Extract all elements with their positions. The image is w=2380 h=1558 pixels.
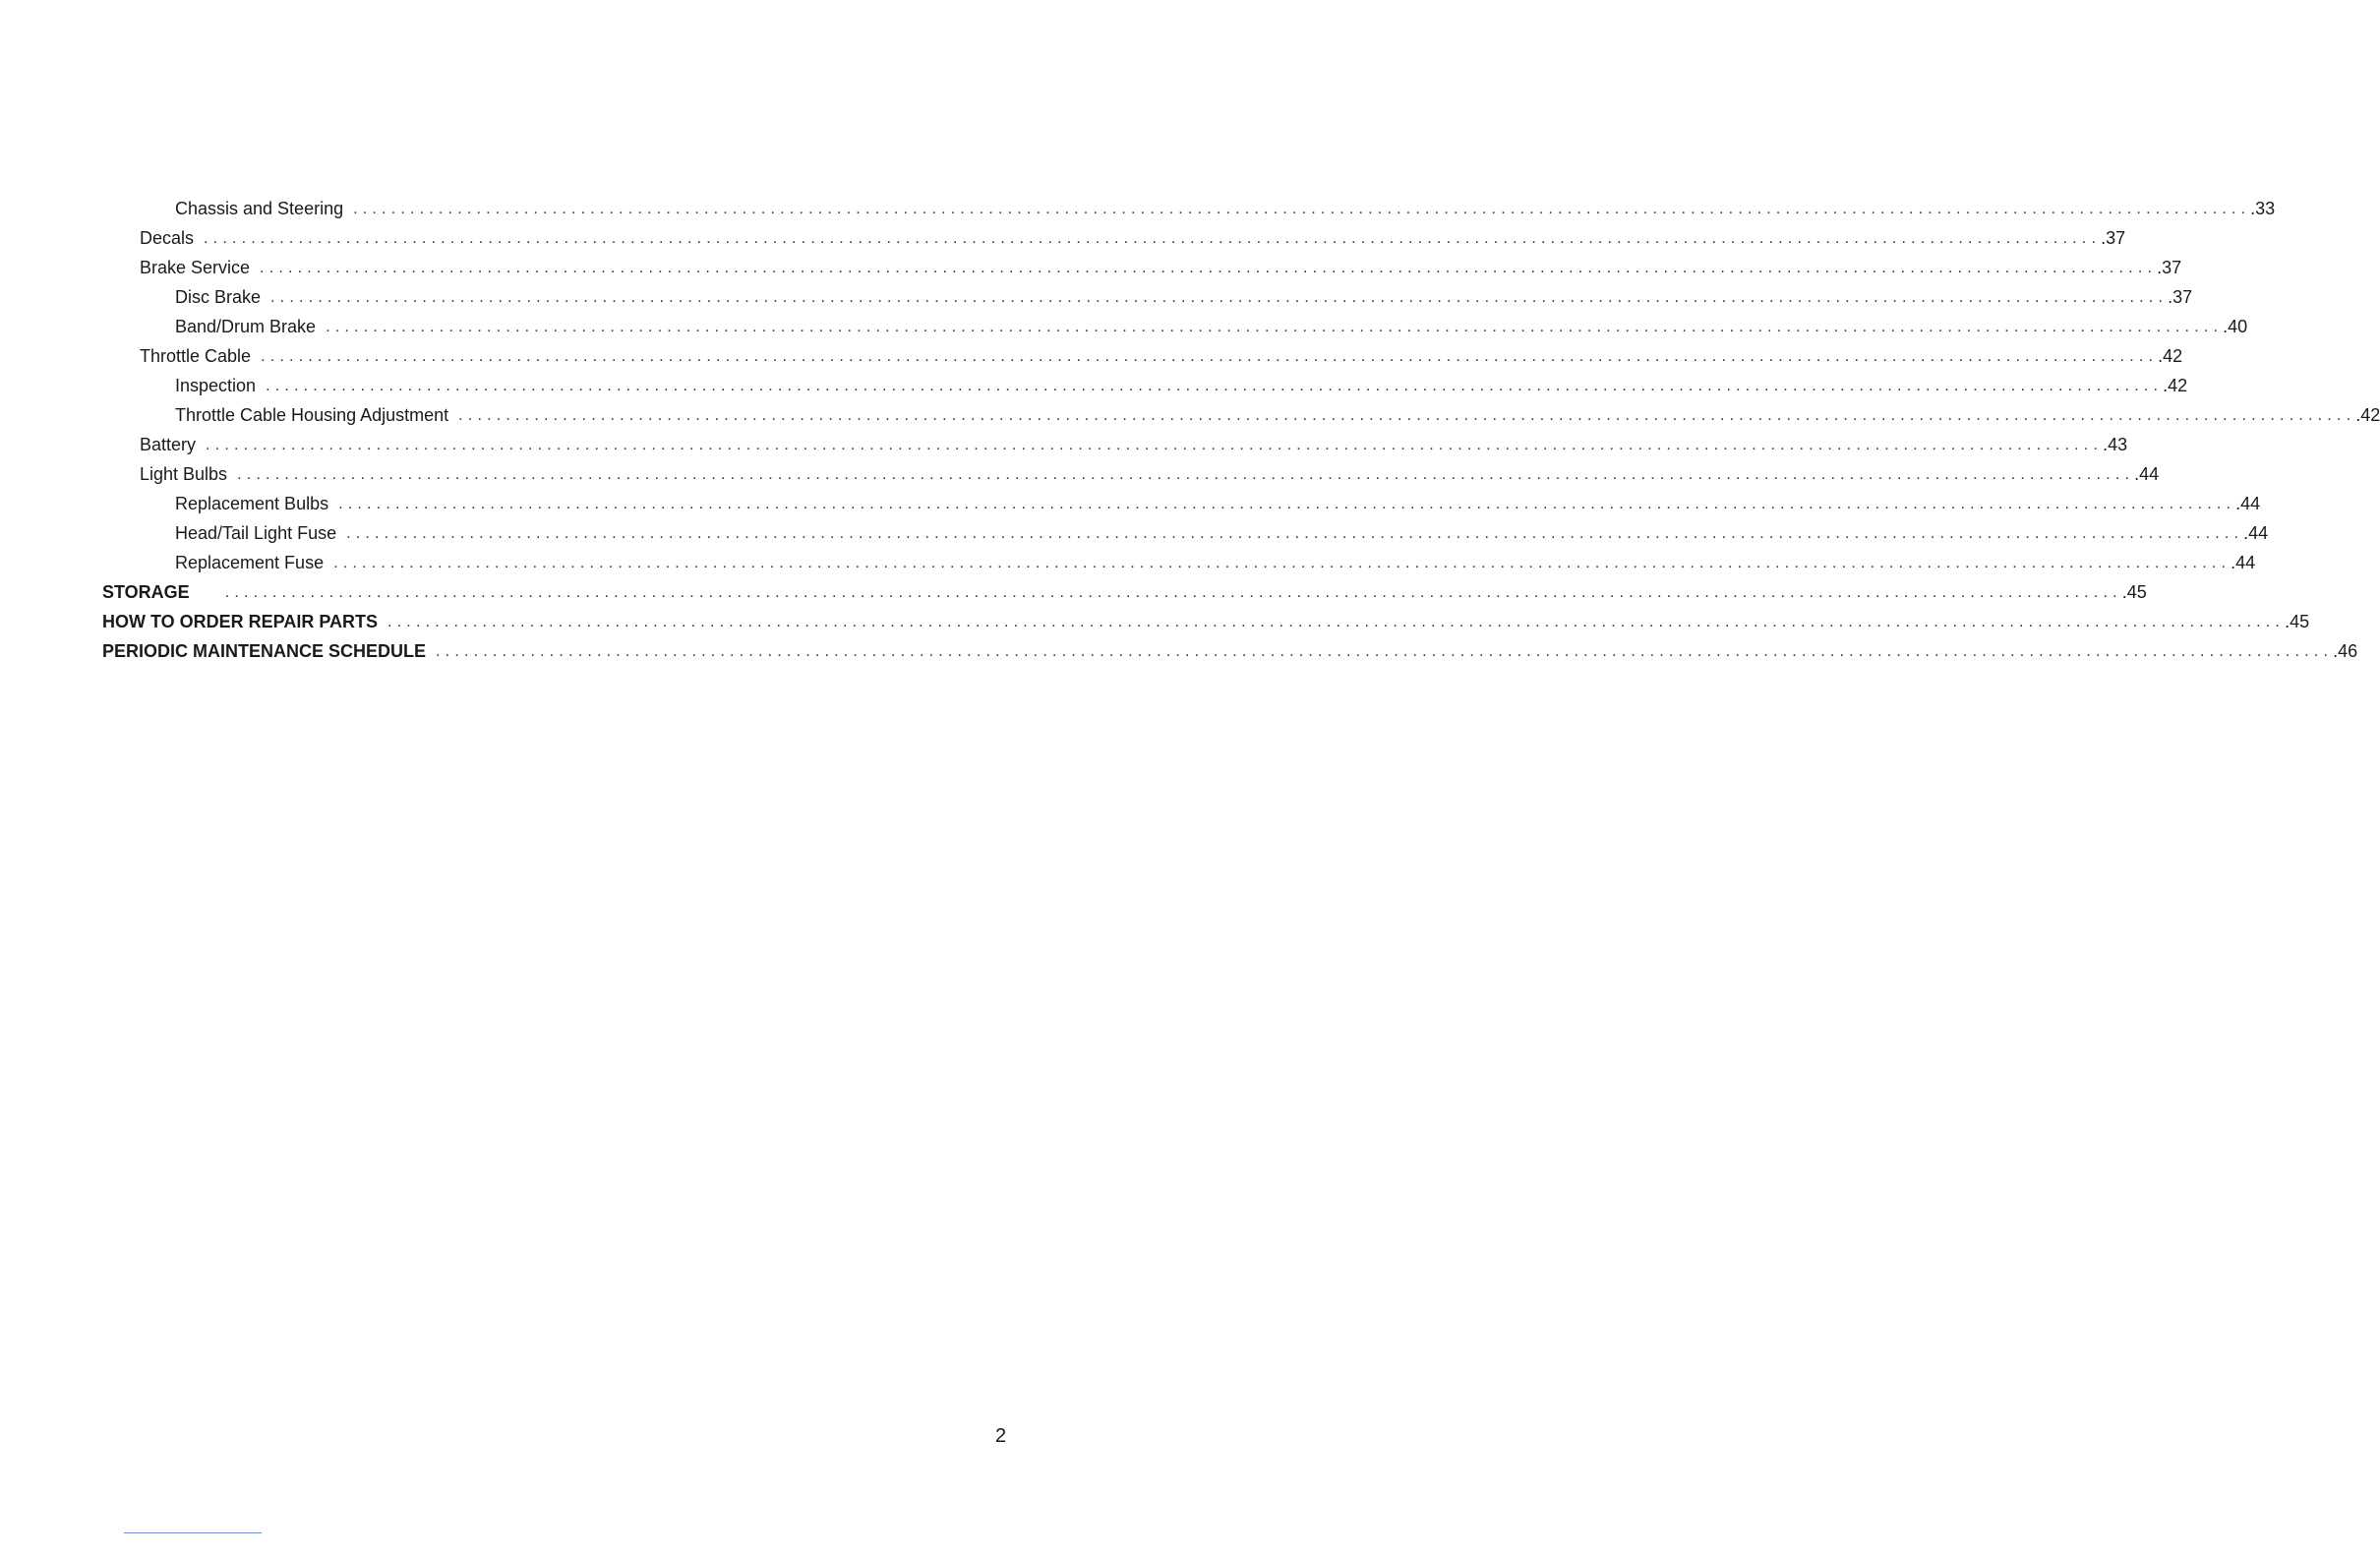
- toc-entry-page: .33: [2250, 199, 2276, 218]
- footer-rule: [124, 1532, 262, 1533]
- dot-leader: ........................................................................................................................................................................................................: [266, 378, 2164, 394]
- toc-entry-page: .37: [2157, 258, 2182, 277]
- toc-entry-page: .44: [2134, 464, 2160, 484]
- toc-entry-page: .45: [2285, 612, 2310, 631]
- toc-entry-page: .44: [2231, 553, 2256, 572]
- dot-leader: ........................................................................................................................................................................................................: [326, 319, 2224, 335]
- toc-entry-periodic-maintenance-schedule[interactable]: [0, 632, 2358, 662]
- toc-entry-replacement-fuse[interactable]: [0, 544, 2256, 573]
- toc-entry-label: Inspection: [175, 376, 257, 395]
- toc-entry-label: Throttle Cable Housing Adjustment: [175, 405, 449, 425]
- toc-entry-page: .40: [2223, 317, 2248, 336]
- toc-entry-storage[interactable]: [0, 573, 2147, 603]
- dot-leader: ........................................................................................................................................................................................................: [353, 201, 2251, 217]
- toc-entry-label: Chassis and Steering: [175, 199, 344, 218]
- toc-entry-page: .44: [2235, 494, 2261, 513]
- toc-entry-decals[interactable]: [0, 219, 2126, 249]
- toc-entry-label: Replacement Fuse: [175, 553, 325, 572]
- dot-leader: ........................................................................................................................................................................................................: [436, 643, 2334, 660]
- toc-entry-page: .46: [2333, 641, 2358, 661]
- toc-entry-label: PERIODIC MAINTENANCE SCHEDULE: [102, 641, 427, 661]
- toc-entry-brake-service[interactable]: [0, 249, 2182, 278]
- toc-entry-replacement-bulbs[interactable]: [0, 485, 2261, 514]
- dot-leader: ........................................................................................................................................................................................................: [333, 555, 2231, 571]
- toc-entry-label: Decals: [140, 228, 195, 248]
- dot-leader: ........................................................................................................................................................................................................: [237, 466, 2135, 483]
- toc-entry-head-tail-light-fuse[interactable]: [0, 514, 2269, 544]
- toc-entry-page: .45: [2121, 582, 2147, 602]
- toc-entry-band-drum-brake[interactable]: [0, 308, 2248, 337]
- toc-entry-label: STORAGE: [102, 582, 190, 602]
- toc-entry-page: .37: [2168, 287, 2193, 307]
- toc-entry-battery[interactable]: [0, 426, 2128, 455]
- dot-leader: ........................................................................................................................................................................................................: [458, 407, 2356, 424]
- toc-entry-label: Light Bulbs: [140, 464, 228, 484]
- toc-entry-page: .42: [2355, 405, 2380, 425]
- toc-entry-throttle-cable[interactable]: [0, 337, 2183, 367]
- dot-leader: ........................................................................................................................................................................................................: [387, 614, 2286, 630]
- dot-leader: ........................................................................................................................................................................................................: [270, 289, 2169, 306]
- toc-entry-light-bulbs[interactable]: [0, 455, 2160, 485]
- toc-entry-label: Throttle Cable: [140, 346, 252, 366]
- toc-entry-chassis-and-steering[interactable]: [0, 190, 2276, 219]
- dot-leader: ........................................................................................................................................................................................................: [206, 437, 2104, 453]
- toc-entry-page: .44: [2243, 523, 2269, 543]
- toc-entry-label: Band/Drum Brake: [175, 317, 317, 336]
- toc-entry-page: .43: [2103, 435, 2128, 454]
- dot-leader: ........................................................................................................................................................................................................: [260, 260, 2158, 276]
- page-number: 2: [995, 1425, 1007, 1447]
- toc-entry-page: .42: [2163, 376, 2188, 395]
- toc-entry-label: Head/Tail Light Fuse: [175, 523, 337, 543]
- toc-entry-label: Disc Brake: [175, 287, 262, 307]
- toc-entry-label: Replacement Bulbs: [175, 494, 329, 513]
- toc-entry-page: .42: [2158, 346, 2183, 366]
- dot-leader: ........................................................................................................................................................................................................: [261, 348, 2159, 365]
- toc-entry-label: Battery: [140, 435, 197, 454]
- toc-entry-label: HOW TO ORDER REPAIR PARTS: [102, 612, 379, 631]
- toc-entry-throttle-cable-housing-adjustment[interactable]: [0, 396, 2380, 426]
- toc-entry-disc-brake[interactable]: [0, 278, 2193, 308]
- toc-entry-how-to-order-repair-parts[interactable]: [0, 603, 2310, 632]
- toc-entry-label: Brake Service: [140, 258, 251, 277]
- dot-leader: ........................................................................................................................................................................................................: [204, 230, 2102, 247]
- dot-leader: ........................................................................................................................................................................................................: [346, 525, 2244, 542]
- toc-entry-page: .37: [2101, 228, 2126, 248]
- toc-entry-inspection[interactable]: [0, 367, 2188, 396]
- dot-leader: ........................................................................................................................................................................................................: [338, 496, 2236, 512]
- dot-leader: ........................................................................................................................................................................................................: [224, 584, 2122, 601]
